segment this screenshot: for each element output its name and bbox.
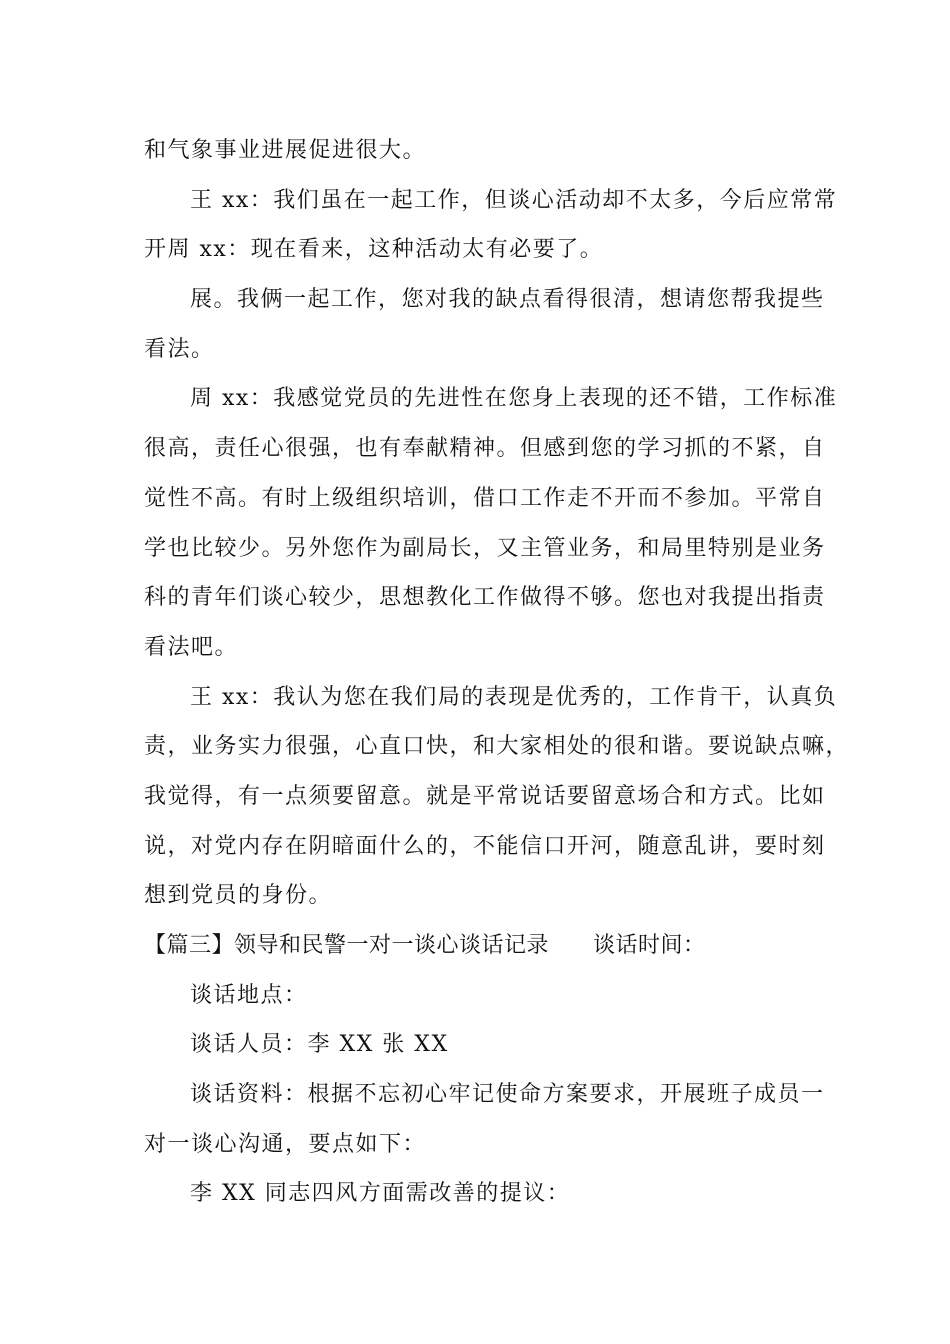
text-line: 周 xx：我感觉党员的先进性在您身上表现的还不错，工作标准: [190, 386, 838, 412]
text-line: 谈话资料：根据不忘初心牢记使命方案要求，开展班子成员一: [190, 1082, 825, 1108]
text-line: 开周 xx：现在看来，这种活动太有必要了。: [144, 237, 604, 263]
section-heading-line: [144, 921, 834, 971]
text-line: 学也比较少。另外您作为副局长，又主管业务，和局里特别是业务: [144, 535, 826, 561]
talk-time-label: 谈话时间：: [593, 933, 706, 958]
section-heading: 【篇三】领导和民警一对一谈心谈话记录: [144, 933, 550, 958]
text-line: 说，对党内存在阴暗面什么的，不能信口开河，随意乱讲，要时刻: [144, 833, 826, 859]
text-line: 王 xx：我认为您在我们局的表现是优秀的，工作肯干，认真负: [190, 684, 838, 710]
document-body: [144, 126, 850, 1219]
text-line: 看法吧。: [144, 634, 239, 660]
text-line: 和气象事业进展促进很大。: [144, 138, 427, 163]
text-line: 想到党员的身份。: [144, 883, 333, 909]
text-line: 科的青年们谈心较少，思想教化工作做得不够。您也对我提出指责: [144, 585, 826, 611]
text-line: 李 XX 同志四风方面需改善的提议：: [190, 1181, 571, 1207]
text-line: 我觉得，有一点须要留意。就是平常说话要留意场合和方式。比如: [144, 783, 826, 809]
text-line: 谈话人员：李 XX 张 XX: [190, 1032, 449, 1058]
text-line: 责，业务实力很强，心直口快，和大家相处的很和谐。要说缺点嘛，: [144, 734, 850, 760]
text-line: 展。我俩一起工作，您对我的缺点看得很清，想请您帮我提些: [190, 287, 825, 313]
text-line: 很高，责任心很强，也有奉献精神。但感到您的学习抓的不紧，自: [144, 436, 826, 462]
text-line: 觉性不高。有时上级组织培训，借口工作走不开而不参加。平常自: [144, 485, 826, 511]
text-line: 王 xx：我们虽在一起工作，但谈心活动却不太多，今后应常常: [190, 187, 838, 213]
text-line: 谈话地点：: [190, 982, 308, 1008]
text-line: 看法。: [144, 336, 215, 362]
text-line: 对一谈心沟通，要点如下：: [144, 1131, 427, 1157]
